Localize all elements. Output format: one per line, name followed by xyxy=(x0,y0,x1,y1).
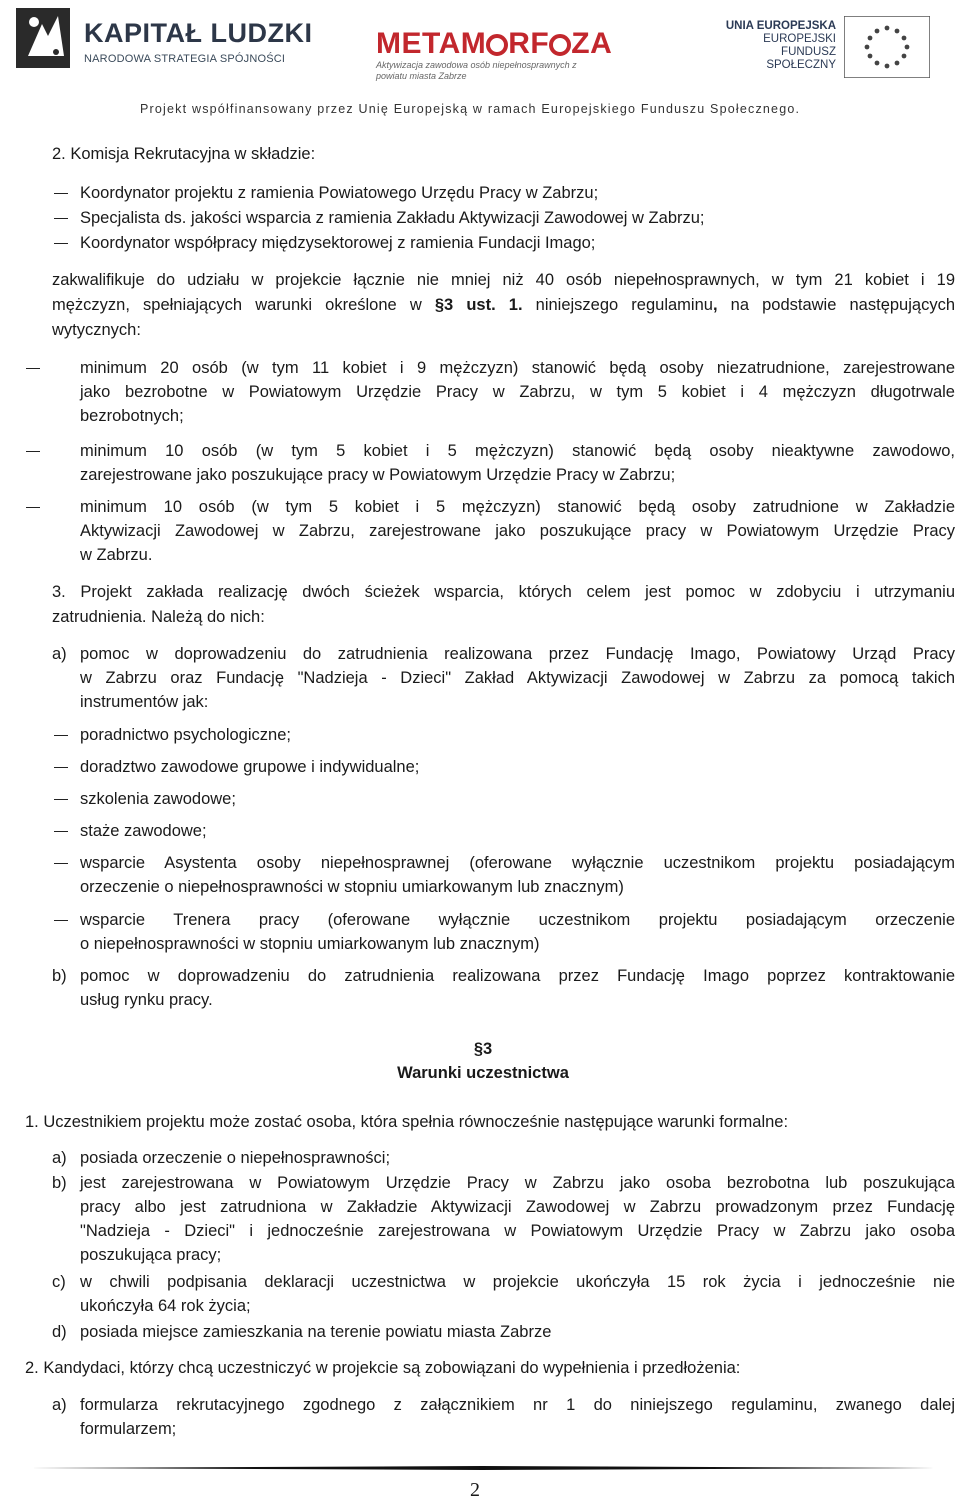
paragraph-line: wytycznych: xyxy=(52,321,141,339)
metamorfoza-title-part: ZA xyxy=(571,27,613,60)
section-2-title: 2. Komisja Rekrutacyjna w składzie: xyxy=(52,145,316,163)
reference-bold: §3 ust. 1. xyxy=(434,296,523,314)
paragraph-title: Warunki uczestnictwa xyxy=(397,1064,569,1082)
instrument-item: doradztwo zawodowe grupowe i indywidualne; xyxy=(80,758,420,776)
kapital-ludzki-subtitle: NARODOWA STRATEGIA SPÓJNOŚCI xyxy=(84,53,286,65)
ue-line: FUNDUSZ SPOŁECZNY xyxy=(766,46,836,71)
instrument-item: orzeczenie o niepełnosprawności w stopniu umiarkowanym lub znacznym) xyxy=(80,878,624,896)
guideline-line: zarejestrowane jako poszukujące pracy w Powiatowym Urzędzie Pracy w Zabrzu; xyxy=(80,466,676,484)
committee-member: Koordynator współpracy międzysektorowej z ramienia Fundacji Imago; xyxy=(80,234,596,252)
dash-bullet xyxy=(26,451,40,452)
list-label: b) xyxy=(52,967,67,985)
ue-line: EUROPEJSKI xyxy=(763,33,836,45)
paragraph-item: 2. Kandydaci, którzy chcą uczestniczyć w projekcie są zobowiązani do wypełnienia i przedłożenia: xyxy=(25,1359,741,1377)
condition-line: jest zarejestrowana w Powiatowym Urzędzie Pracy w Zabrzu jako osoba bezrobotna lub poszukująca xyxy=(80,1174,955,1192)
instrument-item: poradnictwo psychologiczne; xyxy=(80,726,291,744)
text-span: niniejszego regulaminu xyxy=(522,296,713,314)
dash-bullet xyxy=(54,243,68,244)
condition-line: "Nadzieja - Dzieci" i jednocześnie zarejestrowana w Powiatowym Urzędzie Pracy w Zabrzu jako osoba xyxy=(80,1222,955,1240)
requirement-line: formularzem; xyxy=(80,1420,177,1438)
list-label: a) xyxy=(52,645,67,663)
dash-bullet xyxy=(26,507,40,508)
footer-divider xyxy=(30,1466,935,1470)
dash-bullet xyxy=(54,767,68,768)
kapital-ludzki-title: KAPITAŁ LUDZKI xyxy=(84,18,313,48)
dash-bullet xyxy=(54,799,68,800)
condition-line: poszukująca pracy; xyxy=(80,1246,222,1264)
committee-member: Koordynator projektu z ramienia Powiatowego Urzędu Pracy w Zabrzu; xyxy=(80,184,599,202)
list-label: a) xyxy=(52,1149,67,1167)
text-span: mężczyzn, spełniających warunki określone w xyxy=(52,296,435,314)
condition-line: posiada orzeczenie o niepełnosprawności; xyxy=(80,1149,391,1167)
guideline-line: minimum 10 osób (w tym 5 kobiet i 5 mężczyzn) stanowić będą osoby zatrudnione w Zakładzie xyxy=(80,498,955,516)
path-a-line: w Zabrzu oraz Fundację "Nadzieja - Dzieci" Zakład Aktywizacji Zawodowej w Zabrzu za pomocą takich xyxy=(80,669,955,687)
page-number: 2 xyxy=(470,1479,480,1501)
list-label: b) xyxy=(52,1174,67,1192)
paragraph-line: zakwalifikuje do udziału w projekcie łącznie nie mniej niż 40 osób niepełnosprawnych, w tym 21 kobiet i 19 xyxy=(52,271,955,289)
guideline-line: Aktywizacji Zawodowej w Zabrzu, zarejestrowane jako poszukujące pracy w Powiatowym Urzędzie Pracy xyxy=(80,522,955,540)
metamorfoza-subtitle: Aktywizacja zawodowa osób niepełnosprawnych z powiatu miasta Zabrze xyxy=(376,60,577,81)
section-3-line: 3. Projekt zakłada realizację dwóch ścieżek wsparcia, których celem jest pomoc w zdobyciu i utrzymaniu xyxy=(52,583,955,601)
list-label: a) xyxy=(52,1396,67,1414)
dash-bullet xyxy=(54,863,68,864)
paragraph-item: 1. Uczestnikiem projektu może zostać osoba, która spełnia równocześnie następujące warunki formalne: xyxy=(25,1113,789,1131)
guideline-line: minimum 10 osób (w tym 5 kobiet i 5 mężczyzn) stanowić będą osoby nieaktywne zawodowo, xyxy=(80,442,955,460)
condition-line: posiada miejsce zamieszkania na terenie powiatu miasta Zabrze xyxy=(80,1323,552,1341)
guideline-line: w Zabrzu. xyxy=(80,546,153,564)
text-span: na podstawie następujących xyxy=(717,296,955,314)
dash-bullet xyxy=(54,735,68,736)
dash-bullet xyxy=(26,368,40,369)
metamorfoza-title-part: RF xyxy=(508,27,550,60)
condition-line: pracy albo jest zatrudniona w Zakładzie Aktywizacji Zawodowej w Zabrzu prowadzonym przez Fundację xyxy=(80,1198,955,1216)
instrument-item: szkolenia zawodowe; xyxy=(80,790,236,808)
path-b-line: pomoc w doprowadzeniu do zatrudnienia realizowana przez Fundację Imago poprzez kontraktowanie xyxy=(80,967,955,985)
list-label: d) xyxy=(52,1323,67,1341)
ue-line: UNIA EUROPEJSKA xyxy=(725,20,836,32)
instrument-item: o niepełnosprawności w stopniu umiarkowanym lub znacznym) xyxy=(80,935,540,953)
paragraph-number: §3 xyxy=(473,1040,493,1058)
dash-bullet xyxy=(54,831,68,832)
project-cofinancing-line: Projekt współfinansowany przez Unię Europejską w ramach Europejskiego Funduszu Społecznego. xyxy=(140,102,801,116)
metamorfoza-title-part: METAM xyxy=(376,27,487,60)
section-3-line: zatrudnienia. Należą do nich: xyxy=(52,608,265,626)
requirement-line: formularza rekrutacyjnego zgodnego z załącznikiem nr 1 do niniejszego regulaminu, zwanego dalej xyxy=(80,1396,955,1414)
path-b-line: usług rynku pracy. xyxy=(80,991,213,1009)
dash-bullet xyxy=(54,920,68,921)
dash-bullet xyxy=(54,193,68,194)
guideline-line: jako bezrobotne w Powiatowym Urzędzie Pracy w Zabrzu, w tym 5 kobiet i 4 mężczyzn długotrwale xyxy=(80,383,955,401)
condition-line: ukończyła 64 rok życia; xyxy=(80,1297,251,1315)
path-a-line: instrumentów jak: xyxy=(80,693,209,711)
instrument-item: wsparcie Trenera pracy (oferowane wyłącznie uczestnikom projektu posiadającym orzeczenie xyxy=(80,911,955,929)
instrument-item: staże zawodowe; xyxy=(80,822,207,840)
instrument-item: wsparcie Asystenta osoby niepełnosprawnej (oferowane wyłącznie uczestnikom projektu posiadającym xyxy=(80,854,955,872)
dash-bullet xyxy=(54,218,68,219)
comma-bold: , xyxy=(712,296,718,314)
list-label: c) xyxy=(52,1273,66,1291)
committee-member: Specjalista ds. jakości wsparcia z ramienia Zakładu Aktywizacji Zawodowej w Zabrzu; xyxy=(80,209,705,227)
guideline-line: minimum 20 osób (w tym 11 kobiet i 9 mężczyzn) stanowić będą osoby niezatrudnione, zarejestrowane xyxy=(80,359,955,377)
condition-line: w chwili podpisania deklaracji uczestnictwa w projekcie ukończyła 15 rok życia i jednocześnie nie xyxy=(80,1273,955,1291)
guideline-line: bezrobotnych; xyxy=(80,407,184,425)
path-a-line: pomoc w doprowadzeniu do zatrudnienia realizowana przez Fundację Imago, Powiatowy Urząd Pracy xyxy=(80,645,955,663)
paragraph-line xyxy=(52,293,955,317)
